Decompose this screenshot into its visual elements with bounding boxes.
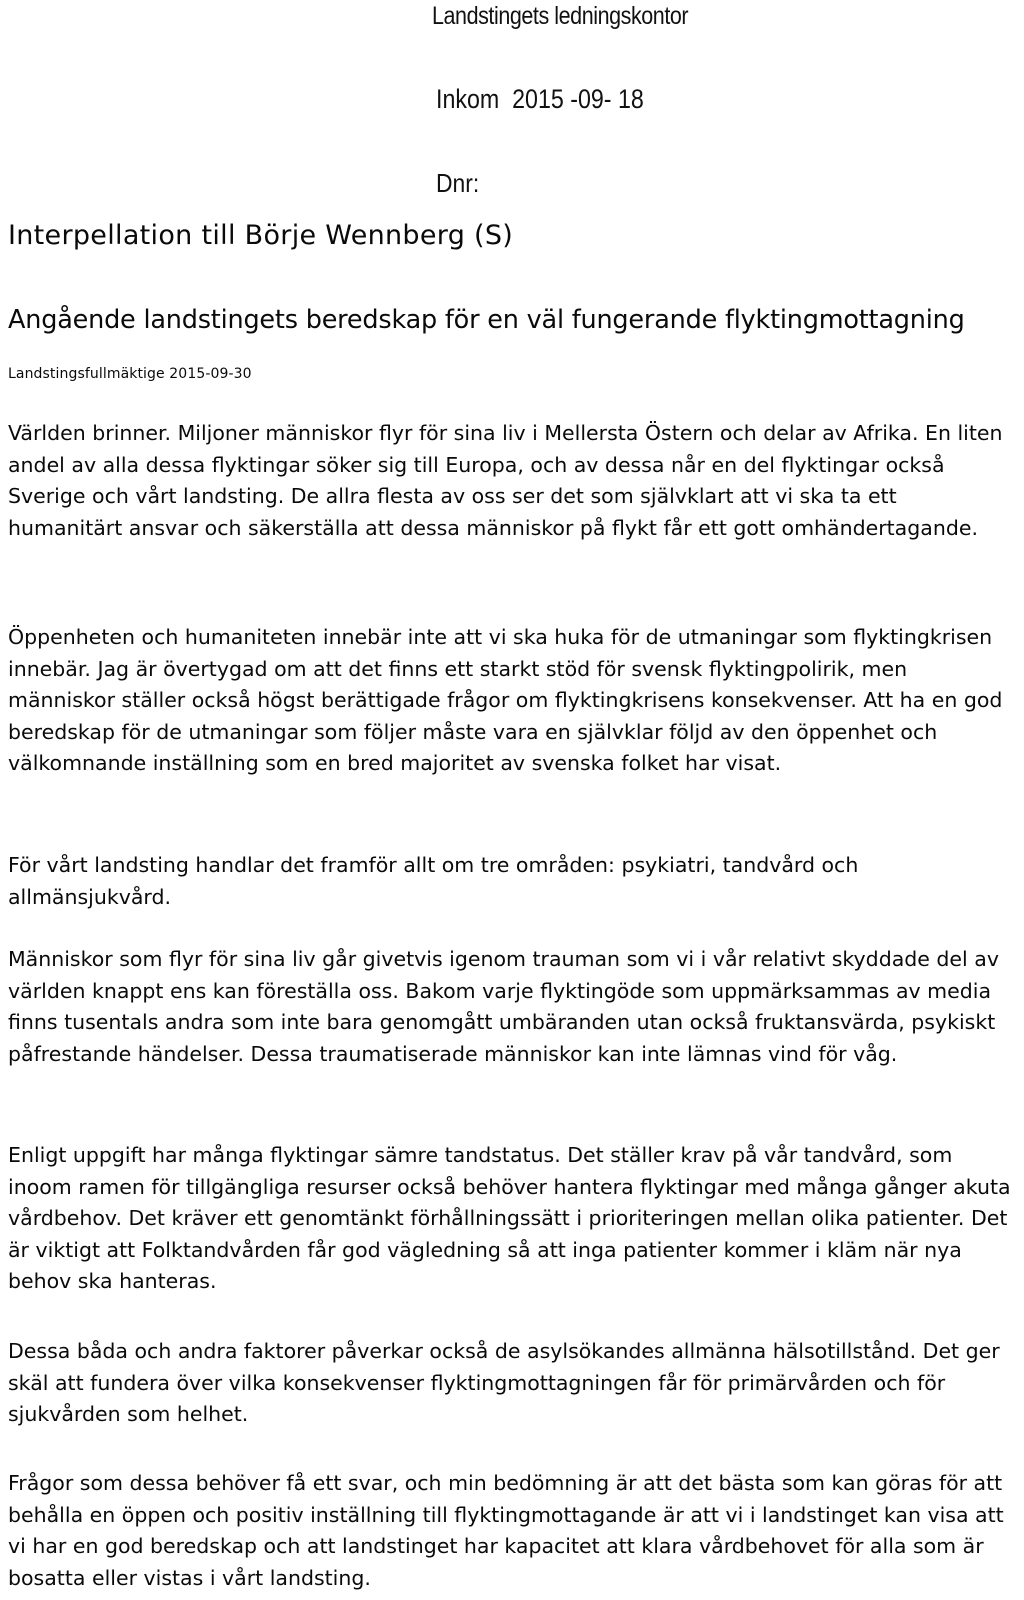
received-stamp-office: Landstingets ledningskontor	[432, 2, 689, 30]
document-title: Interpellation till Börje Wennberg (S)	[8, 220, 514, 251]
body-paragraph: För vårt landsting handlar det framför allt om tre områden: psykiatri, tandvård och allmänsjukvård.	[8, 853, 859, 909]
body-paragraph: Människor som flyr för sina liv går givetvis igenom trauman som vi i vår relativt skyddade del av världen knappt ens kan föreställa oss. Bakom varje flyktingöde som uppmärksammas av media finns tusentals andra som inte bara genomgått umbäranden utan också fruktansvärda, psykiskt påfrestande händelser. Dessa traumatiserade människor kan inte lämnas vind för våg.	[8, 947, 999, 1066]
body-paragraph: Dessa båda och andra faktorer påverkar också de asylsökandes allmänna hälsotillstånd. Det ger skäl att fundera över vilka konsekvenser flyktingmottagningen får för primärvården och för sjukvården som helhet.	[8, 1339, 1000, 1426]
received-stamp-dnr: Dnr:	[436, 168, 480, 198]
received-stamp-date: Inkom 2015 -09- 18	[436, 84, 644, 114]
body-paragraph: Frågor som dessa behöver få ett svar, och min bedömning är att det bästa som kan göras för att behålla en öppen och positiv inställning till flyktingmottagande är att vi i landstinget kan visa att vi har en god beredskap och att landstinget har kapacitet att klara vårdbehovet för alla som är bosatta eller vistas i vårt landsting.	[8, 1471, 1004, 1590]
document-subtitle: Angående landstingets beredskap för en väl fungerande flyktingmottagning	[8, 305, 965, 335]
body-paragraph: Öppenheten och humaniteten innebär inte att vi ska huka för de utmaningar som flyktingkrisen innebär. Jag är övertygad om att det finns ett starkt stöd för svensk flyktingpolirik, men människor ställer också högst berättigade frågor om flyktingkrisens konsekvenser. Att ha en god beredskap för de utmaningar som följer måste vara en självklar följd av den öppenhet och välkomnande inställning som en bred majoritet av svenska folket har visat.	[8, 625, 1003, 775]
body-paragraph: Enligt uppgift har många flyktingar sämre tandstatus. Det ställer krav på vår tandvård, som inoom ramen för tillgängliga resurser också behöver hantera flyktingar med många gånger akuta vårdbehov. Det kräver ett genomtänkt förhållningssätt i prioriteringen mellan olika patienter. Det är viktigt att Folktandvården får god vägledning så att inga patienter kommer i kläm när nya behov ska hanteras.	[8, 1143, 1011, 1293]
body-paragraph: Världen brinner. Miljoner människor flyr för sina liv i Mellersta Östern och delar av Afrika. En liten andel av alla dessa flyktingar söker sig till Europa, och av dessa når en del flyktingar också Sverige och vårt landsting. De allra flesta av oss ser det som självklart att vi ska ta ett humanitärt ansvar och säkerställa att dessa människor på flykt får ett gott omhändertagande.	[8, 421, 1003, 540]
meeting-date-line: Landstingsfullmäktige 2015-09-30	[8, 366, 252, 382]
